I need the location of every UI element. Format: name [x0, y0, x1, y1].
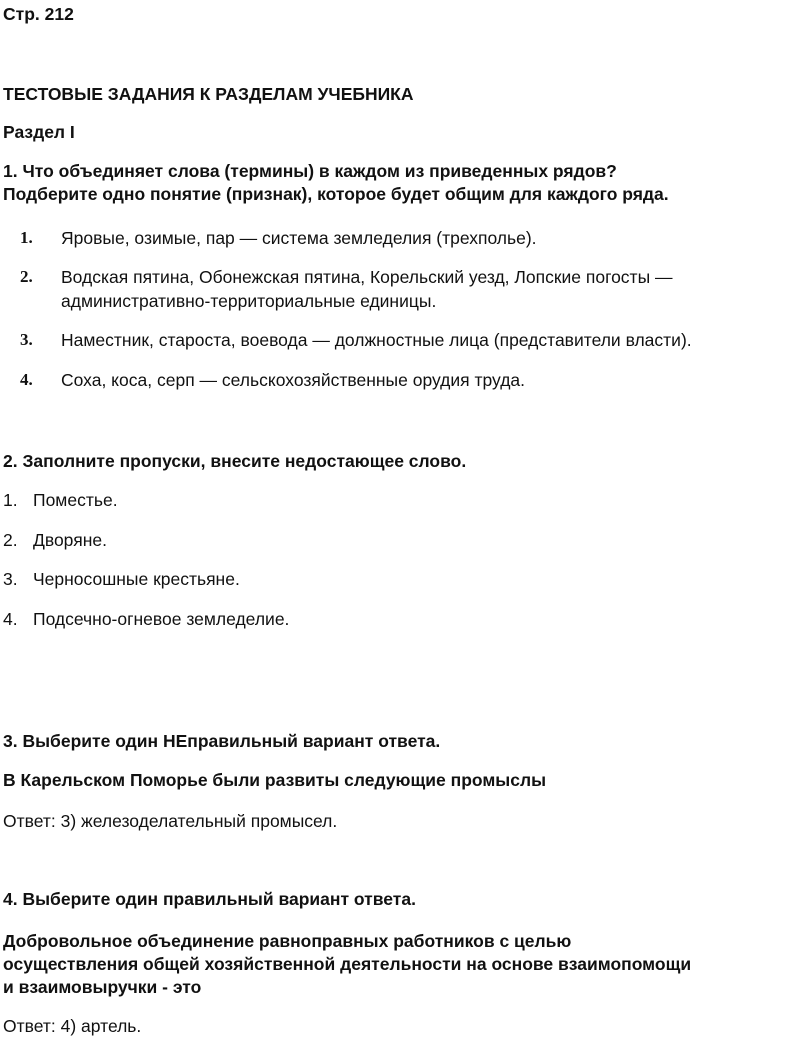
question-2-item — [3, 607, 289, 631]
question-1-heading-line1: 1. Что объединяет слова (термины) в каждом из приведенных рядов? — [3, 161, 617, 181]
item-text: Черносошные крестьяне. — [33, 569, 240, 589]
item-text — [61, 265, 673, 313]
question-1-heading — [3, 160, 798, 206]
item-number: 1. — [20, 228, 33, 247]
question-3-answer: Ответ: 3) железоделательный промысел. — [3, 811, 338, 831]
question-1-heading-line2: Подберите одно понятие (признак), которое будет общим для каждого ряда. — [3, 184, 669, 204]
item-number: 1. — [3, 490, 18, 510]
item-number: 2. — [3, 530, 18, 550]
question-4-text-line2: осуществления общей хозяйственной деятельности на основе взаимопомощи — [3, 954, 692, 974]
question-2-item — [3, 567, 240, 591]
question-2-heading: 2. Заполните пропуски, внесите недостающее слово. — [3, 451, 467, 471]
item-text-line2: административно-территориальные единицы. — [61, 291, 437, 311]
item-number: 2. — [20, 267, 33, 286]
item-text: Подсечно-огневое земледелие. — [33, 609, 290, 629]
question-1-item — [20, 226, 800, 250]
question-1-item — [20, 265, 800, 313]
item-number: 3. — [20, 330, 33, 349]
question-4-heading: 4. Выберите один правильный вариант ответа. — [3, 889, 416, 909]
item-text: Поместье. — [33, 490, 118, 510]
question-4-text-line1: Добровольное объединение равноправных работников с целью — [3, 931, 572, 951]
item-number: 4. — [20, 370, 33, 389]
question-1-item — [20, 328, 800, 352]
item-number: 3. — [3, 569, 18, 589]
item-text: Наместник, староста, воевода — должностные лица (представители власти). — [61, 330, 692, 350]
question-2-item — [3, 528, 107, 552]
item-text: Соха, коса, серп — сельскохозяйственные орудия труда. — [61, 370, 526, 390]
question-4-text — [3, 930, 798, 999]
item-text: Яровые, озимые, пар — система земледелия (трехполье). — [61, 228, 537, 248]
item-text-line1: Водская пятина, Обонежская пятина, Корельский уезд, Лопские погосты — — [61, 267, 673, 287]
question-4-text-line3: и взаимовыручки - это — [3, 977, 202, 997]
question-3-heading: 3. Выберите один НЕправильный вариант ответа. — [3, 731, 441, 751]
page-reference: Стр. 212 — [3, 4, 74, 24]
section-title: Раздел I — [3, 122, 75, 142]
page-title: ТЕСТОВЫЕ ЗАДАНИЯ К РАЗДЕЛАМ УЧЕБНИКА — [3, 84, 414, 104]
question-1-item — [20, 368, 800, 392]
item-text: Дворяне. — [33, 530, 107, 550]
question-2-item — [3, 488, 118, 512]
question-4-answer: Ответ: 4) артель. — [3, 1016, 142, 1036]
question-3-text: В Карельском Поморье были развиты следующие промыслы — [3, 770, 547, 790]
item-number: 4. — [3, 609, 18, 629]
